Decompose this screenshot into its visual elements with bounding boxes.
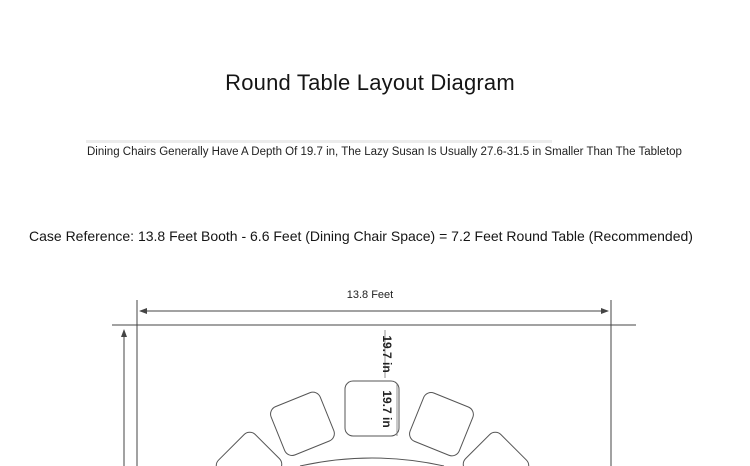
width-label: 13.8 Feet bbox=[346, 289, 394, 301]
arrow-up-icon bbox=[121, 329, 127, 337]
subtitle: Dining Chairs Generally Have A Depth Of 19.7 in, The Lazy Susan Is Usually 27.6-31.5 in Smaller Than The Tabletop bbox=[87, 146, 682, 158]
chair-right bbox=[460, 429, 532, 466]
chair-upper-left bbox=[268, 390, 337, 458]
case-reference: Case Reference: 13.8 Feet Booth - 6.6 Feet (Dining Chair Space) = 7.2 Feet Round Table (Recommended) bbox=[29, 228, 693, 244]
chair-upper-right bbox=[407, 390, 476, 458]
table-layout-diagram bbox=[0, 280, 750, 466]
table-edge bbox=[300, 458, 444, 466]
page-title: Round Table Layout Diagram bbox=[225, 70, 515, 95]
chair-depth-label-inner: 19.7 in bbox=[380, 390, 394, 428]
faint-underline bbox=[86, 140, 552, 143]
arrow-left-icon bbox=[139, 308, 147, 314]
arrow-right-icon bbox=[601, 308, 609, 314]
chair-left bbox=[213, 429, 285, 466]
chair-depth-label-outer: 19.7 in bbox=[380, 335, 394, 373]
